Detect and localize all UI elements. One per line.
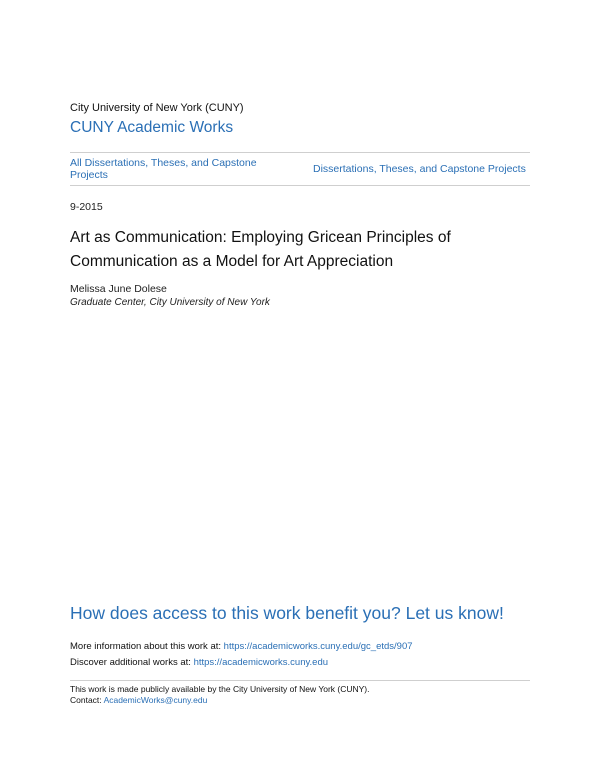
dissertations-link[interactable]: Dissertations, Theses, and Capstone Projects bbox=[313, 163, 526, 175]
all-dissertations-link[interactable]: All Dissertations, Theses, and Capstone Projects bbox=[70, 157, 257, 181]
publication-date: 9-2015 bbox=[70, 201, 103, 213]
contact-email-link[interactable]: AcademicWorks@cuny.edu bbox=[103, 695, 208, 705]
more-info-label: More information about this work at: bbox=[70, 641, 224, 652]
author-name: Melissa June Dolese bbox=[70, 283, 167, 295]
discover-line bbox=[70, 657, 328, 668]
author-affiliation: Graduate Center, City University of New York bbox=[70, 297, 270, 308]
work-url-link[interactable]: https://academicworks.cuny.edu/gc_etds/907 bbox=[223, 641, 413, 652]
contact-label: Contact: bbox=[70, 695, 104, 705]
discover-label: Discover additional works at: bbox=[70, 657, 194, 668]
institution-name: City University of New York (CUNY) bbox=[70, 102, 244, 114]
availability-notice: This work is made publicly available by the City University of New York (CUNY). bbox=[70, 684, 370, 694]
feedback-link[interactable]: How does access to this work benefit you? Let us know! bbox=[70, 603, 504, 623]
divider bbox=[70, 680, 530, 681]
academic-works-url-link[interactable]: https://academicworks.cuny.edu bbox=[193, 657, 329, 668]
contact-line bbox=[70, 695, 207, 705]
divider bbox=[70, 152, 530, 153]
academic-works-link[interactable]: CUNY Academic Works bbox=[70, 119, 234, 136]
document-title: Art as Communication: Employing Gricean Principles of Communication as a Model for Art Appreciation bbox=[70, 229, 451, 270]
divider bbox=[70, 185, 530, 186]
more-info-line bbox=[70, 641, 413, 652]
